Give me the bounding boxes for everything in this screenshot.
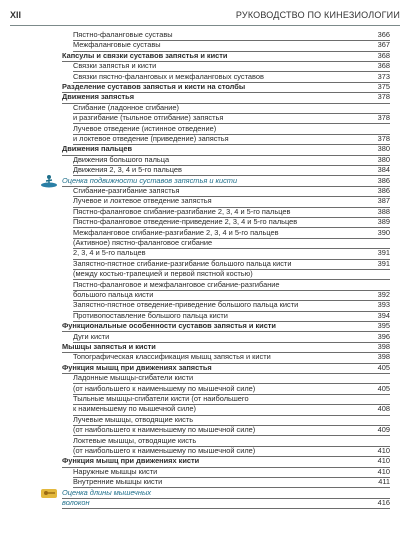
toc-entry[interactable] [0, 404, 410, 414]
toc-entry-page: 368 [377, 50, 390, 60]
toc-entry-title: Движения пальцев [62, 144, 132, 154]
toc-entry[interactable] [0, 300, 410, 310]
toc-entry[interactable] [0, 352, 410, 362]
toc-entry-title: Тыльные мышцы-сгибатели кисти (от наибольшего [73, 394, 249, 403]
toc-entry-page: 386 [377, 175, 390, 185]
toc-entry-title: (между костью-трапецией и первой пястной костью) [73, 269, 253, 279]
toc-entry-title: Запястно-пястное сгибание-разгибание большого пальца кисти [73, 258, 292, 268]
toc-entry-title: Разделение суставов запястья и кисти на столбы [62, 82, 246, 91]
toc-entry-title: и разгибание (тыльное отгибание) запястья [73, 113, 224, 123]
toc-entry-page: 384 [377, 165, 390, 175]
toc-entry[interactable] [0, 498, 410, 508]
toc-entry-title: Пястно-фалангoвые суставы [73, 30, 173, 39]
toc-entry-title: Локтевые мышцы, отводящие кисть [73, 435, 197, 445]
toc-entry[interactable] [0, 176, 410, 186]
page-header [10, 10, 400, 24]
toc-entry[interactable] [0, 144, 410, 154]
toc-entry-page: 416 [377, 498, 390, 507]
toc-entry-title: Связки запястья и кисти [73, 61, 157, 71]
toc-entry-page: 380 [377, 154, 390, 164]
toc-entry-title: Функциональные особенности суставов запястья и кисти [62, 321, 276, 331]
toc-entry-title: Топографическая классификация мышц запястья и кисти [73, 352, 271, 362]
toc-entry[interactable] [0, 113, 410, 123]
entry-rule [62, 508, 390, 509]
toc-entry[interactable] [0, 238, 410, 248]
toc-entry-title: Запястно-пястное отведение-приведение большого пальца кисти [73, 300, 299, 310]
toc-entry[interactable] [0, 384, 410, 394]
toc-entry-page: 405 [377, 383, 390, 393]
toc-entry-page: 390 [377, 227, 390, 237]
toc-entry[interactable] [0, 446, 410, 456]
toc-entry[interactable] [0, 425, 410, 435]
toc-entry-title: Межфаланговое сгибание-разгибание 2, 3, 4 и 5-го пальцев [73, 227, 279, 237]
toc-entry-page: 411 [378, 477, 390, 487]
toc-entry[interactable] [0, 165, 410, 175]
toc-entry[interactable] [0, 196, 410, 206]
toc-entry-page: 409 [377, 425, 390, 435]
toc-entry-title: Пястно-фаланговое отведение-приведение 2, 3, 4 и 5-го пальцев [73, 217, 298, 227]
toc-entry-title: Лучевое отведение (истинное отведение) [73, 123, 217, 133]
toc-entry-title: большого пальца кисти [73, 290, 154, 299]
toc-entry-page: 378 [377, 113, 390, 123]
toc-entry-title: Функция мышц при движениях кисти [62, 456, 200, 466]
toc-entry-title: волокон [62, 498, 90, 507]
toc-entry-title: Сгибание-разгибание запястья [73, 186, 180, 195]
toc-entry-title: Оценка длины мышечных [62, 487, 152, 497]
toc-entry[interactable] [0, 394, 410, 404]
toc-entry[interactable] [0, 269, 410, 279]
toc-entry-title: (от наибольшего к наименьшему по мышечной силе) [73, 383, 256, 393]
toc-entry[interactable] [0, 290, 410, 300]
toc-entry-page: 393 [377, 300, 390, 310]
toc-entry[interactable] [0, 51, 410, 61]
toc-entry-title: Межфаланговые суставы [73, 40, 161, 50]
toc-entry-title: к наименьшему по мышечной силе) [73, 404, 196, 414]
toc-entry-title: Функция мышц при движениях запястья [62, 362, 212, 372]
toc-entry-title: Противопоставление большого пальца кисти [73, 310, 228, 320]
toc-entry-page: 378 [377, 92, 390, 102]
toc-entry[interactable] [0, 280, 410, 290]
toc-entry[interactable] [0, 456, 410, 466]
toc-entry-title: (от наибольшего к наименьшему по мышечной силе) [73, 446, 256, 455]
toc-entry-page: 368 [377, 61, 390, 71]
toc-entry-page: 396 [377, 331, 390, 341]
toc-entry[interactable] [0, 124, 410, 134]
toc-entry-page: 366 [377, 30, 390, 39]
toc-entry-page: 410 [377, 466, 390, 476]
toc-entry-title: 2, 3, 4 и 5-го пальцев [73, 248, 146, 258]
toc-entry-title: Наружные мышцы кисти [73, 466, 158, 476]
toc-entry[interactable] [0, 332, 410, 342]
toc-entry-title: Связки пястно-фаланговых и межфаланговых суставов [73, 71, 264, 81]
toc-entry-title: (Активное) пястно-фаланговое сгибание [73, 238, 213, 247]
toc-entry-title: Пястно-фаланговое сгибание-разгибание 2, 3, 4 и 5-го пальцев [73, 206, 291, 216]
toc-entry-page: 387 [377, 196, 390, 206]
toc-entry-title: и локтевое отведение (приведение) запястья [73, 134, 229, 143]
toc-entry[interactable] [0, 259, 410, 269]
toc-entry-page: 391 [377, 258, 390, 268]
toc-entry[interactable] [0, 488, 410, 498]
toc-entry-title: (от наибольшего к наименьшему по мышечной силе) [73, 425, 256, 435]
toc-entry-page: 373 [377, 71, 390, 81]
toc-entry-page: 380 [377, 144, 390, 154]
toc-entry-page: 398 [377, 342, 390, 351]
toc-entry-page: 386 [377, 186, 390, 195]
toc-entry-page: 410 [377, 456, 390, 466]
toc-entry[interactable] [0, 103, 410, 113]
toc-entry-page: 378 [377, 134, 390, 143]
page-number: XII [10, 10, 22, 20]
toc-entry-title: Внутренние мышцы кисти [73, 477, 163, 487]
toc-entry-page: 392 [377, 290, 390, 299]
toc-entry-title: Лучевые мышцы, отводящие кисть [73, 414, 194, 424]
toc-entry-title: Ладонные мышцы-сгибатели кисти [73, 373, 194, 383]
toc-entry[interactable] [0, 363, 410, 373]
toc-entry[interactable] [0, 477, 410, 487]
toc-entry-title: Лучевое и локтевое отведение запястья [73, 196, 212, 206]
toc-entry-page: 405 [377, 362, 390, 372]
toc-entry-title: Движения большого пальца [73, 154, 170, 164]
toc-entry-page: 389 [377, 217, 390, 227]
toc-entry-title: Движения 2, 3, 4 и 5-го пальцев [73, 165, 182, 175]
toc-entry[interactable] [0, 30, 410, 40]
toc-entry-title: Пястно-фаланговое и межфаланговое сгибание-разгибание [73, 279, 280, 289]
header-rule [10, 25, 400, 26]
toc-entry-title: Сгибание (ладонное сгибание) [73, 102, 179, 112]
toc-entry[interactable] [0, 134, 410, 144]
toc-entry[interactable] [0, 321, 410, 331]
toc-entry[interactable] [0, 228, 410, 238]
toc-entry[interactable] [0, 436, 410, 446]
book-title: РУКОВОДСТВО ПО КИНЕЗИОЛОГИИ [235, 10, 400, 20]
toc-entry-title: Дуги кисти [73, 331, 110, 341]
toc-entry[interactable] [0, 311, 410, 321]
toc-entry-page: 394 [377, 310, 390, 320]
toc-entry-title: Оценка подвижности суставов запястья и кисти [62, 175, 238, 185]
toc-entry[interactable] [0, 186, 410, 196]
toc-entry[interactable] [0, 72, 410, 82]
toc-entry[interactable] [0, 217, 410, 227]
toc-entry-title: Капсулы и связки суставов запястья и кисти [62, 50, 228, 60]
toc-entry-page: 388 [377, 206, 390, 216]
toc-entry[interactable] [0, 342, 410, 352]
toc-entry-page: 410 [377, 446, 390, 455]
toc-entry-page: 375 [377, 82, 390, 91]
toc-entry[interactable] [0, 415, 410, 425]
toc-entry[interactable] [0, 248, 410, 258]
toc-entry-title: Мышцы запястья и кисти [62, 342, 156, 351]
toc-entry[interactable] [0, 40, 410, 50]
toc-entry-title: Движения запястья [62, 92, 135, 102]
toc-entry[interactable] [0, 61, 410, 71]
toc-entry[interactable] [0, 373, 410, 383]
toc-entry-page: 391 [377, 248, 390, 258]
toc-entry[interactable] [0, 467, 410, 477]
toc-entry[interactable] [0, 207, 410, 217]
toc-entry-page: 395 [377, 321, 390, 331]
toc-entry-page: 367 [377, 40, 390, 50]
toc-entry-page: 408 [377, 404, 390, 414]
toc-entry[interactable] [0, 92, 410, 102]
toc-entry[interactable] [0, 82, 410, 92]
toc-entry-page: 398 [377, 352, 390, 362]
toc-entry[interactable] [0, 155, 410, 165]
